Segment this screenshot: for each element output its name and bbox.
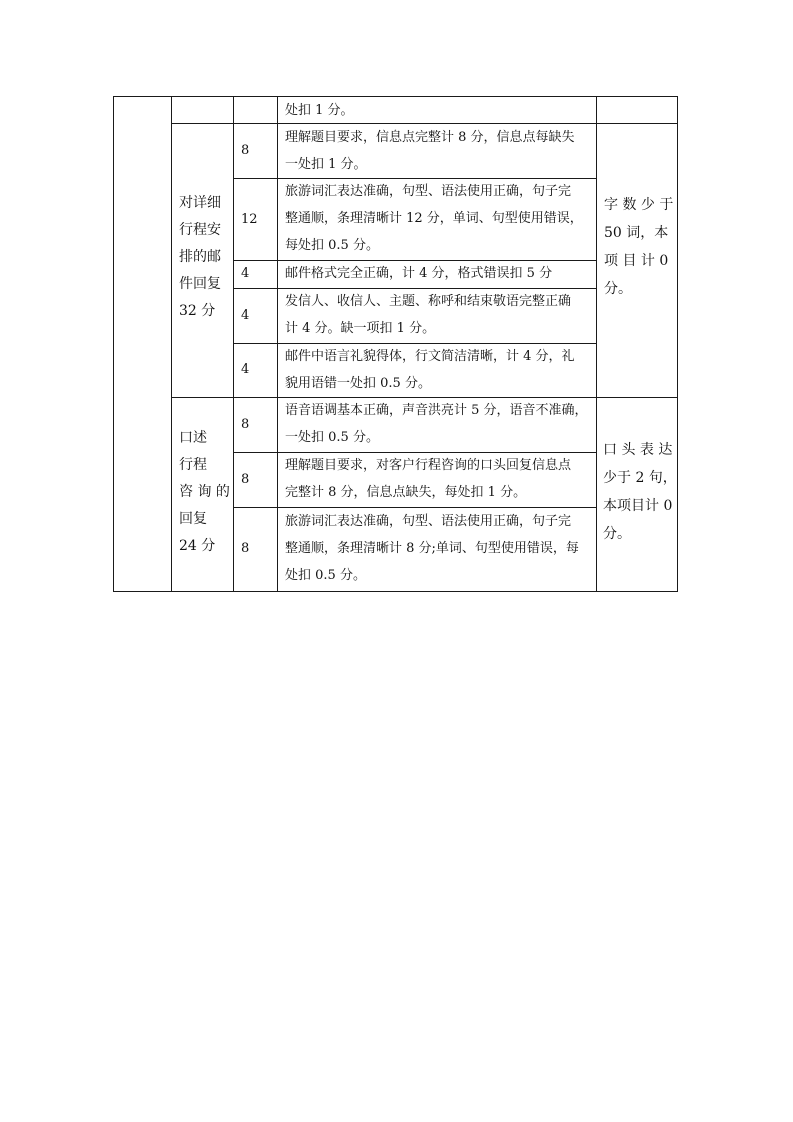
row-criteria: 理解题目要求，信息点完整计 8 分，信息点每缺失 一处扣 1 分。 [285,130,575,172]
table-border-right [677,96,678,592]
oral-section-note: 口 头 表 达 少于 2 句， 本项目计 0 分。 [603,442,677,542]
column-divider-3 [277,96,278,592]
row-criteria: 语音语调基本正确，声音洪亮计 5 分，语音不准确， 一处扣 0.5 分。 [285,403,588,445]
row-points: 12 [241,212,258,227]
row-points: 8 [241,417,250,432]
row-criteria: 邮件格式完全正确，计 4 分，格式错误扣 5 分 [285,266,553,281]
row-points: 4 [241,266,250,281]
row-points: 8 [241,143,250,158]
row-criteria: 发信人、收信人、主题、称呼和结束敬语完整正确 计 4 分。缺一项扣 1 分。 [285,294,572,336]
column-divider-4 [596,96,597,592]
table-border-left [113,96,114,592]
row-criteria: 旅游词汇表达准确，句型、语法使用正确，句子完 整通顺，条理清晰计 8 分;单词、句型使用错误，每 处扣 0.5 分。 [285,514,579,583]
oral-section-category: 口述 行程 咨 询 的 回复 24 分 [179,430,230,554]
row-criteria: 理解题目要求，对客户行程咨询的口头回复信息点 完整计 8 分，信息点缺失，每处扣 1 分。 [285,458,572,500]
row-points: 4 [241,308,250,323]
row-points: 4 [241,362,250,377]
row-criteria: 旅游词汇表达准确，句型、语法使用正确，句子完 整通顺，条理清晰计 12 分，单词、句型使用错误， 每处扣 0.5 分。 [285,184,583,253]
table-border-top [113,96,678,97]
row-points: 8 [241,472,250,487]
table-border-bottom [113,591,678,592]
email-section-category: 对详细 行程安 排的邮 件回复 32 分 [179,195,221,319]
email-section-note: 字 数 少 于 50 词，本 项 目 计 0 分。 [604,197,674,297]
column-divider-2 [233,96,234,592]
row-points: 8 [241,541,250,556]
top-row-criteria: 处扣 1 分。 [285,103,354,118]
row-criteria: 邮件中语言礼貌得体，行文简洁清晰，计 4 分，礼 貌用语错一处扣 0.5 分。 [285,349,575,391]
column-divider-1 [171,96,172,592]
